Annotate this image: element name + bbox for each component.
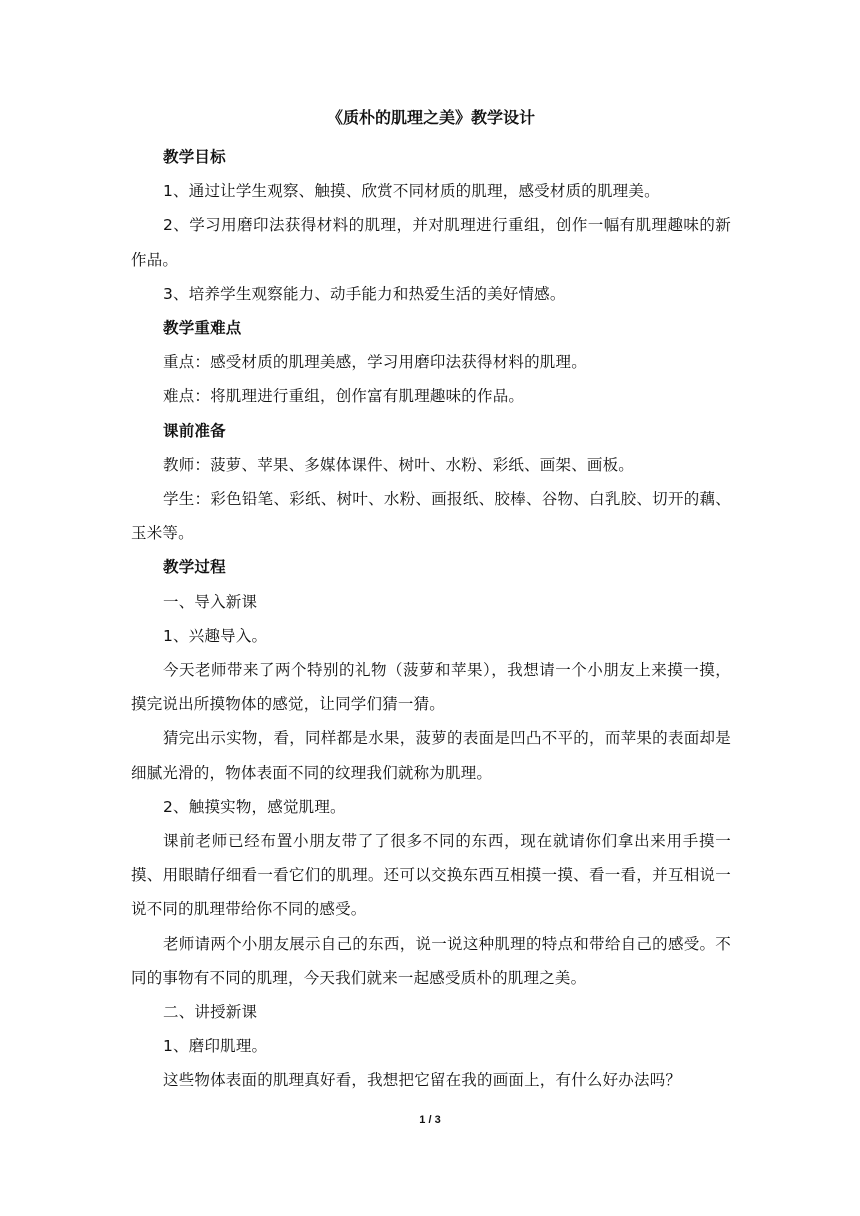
- paragraph: 二、讲授新课: [163, 1003, 258, 1022]
- paragraph: 这些物体表面的肌理真好看，我想把它留在我的画面上，有什么好办法吗？: [163, 1071, 682, 1090]
- paragraph: 2、学习用磨印法获得材料的肌理，并对肌理进行重组，创作一幅有肌理趣味的新作品。: [131, 216, 731, 269]
- paragraph: 1、通过让学生观察、触摸、欣赏不同材质的肌理，感受材质的肌理美。: [163, 182, 660, 201]
- paragraph: 老师请两个小朋友展示自己的东西，说一说这种肌理的特点和带给自己的感受。不同的事物有不同的肌理，今天我们就来一起感受质朴的肌理之美。: [131, 934, 731, 987]
- paragraph: 难点：将肌理进行重组，创作富有肌理趣味的作品。: [163, 387, 525, 406]
- paragraph: 猜完出示实物，看，同样都是水果，菠萝的表面是凹凸不平的，而苹果的表面却是细腻光滑的，物体表面不同的纹理我们就称为肌理。: [131, 729, 731, 782]
- paragraph: 一、导入新课: [163, 592, 258, 611]
- paragraph: 1、磨印肌理。: [163, 1037, 268, 1056]
- section-heading: 教学过程: [163, 558, 226, 577]
- paragraph: 重点：感受材质的肌理美感，学习用磨印法获得材料的肌理。: [163, 353, 587, 372]
- section-heading: 教学重难点: [163, 319, 242, 338]
- paragraph: 今天老师带来了两个特别的礼物（菠萝和苹果），我想请一个小朋友上来摸一摸，摸完说出所摸物体的感觉，让同学们猜一猜。: [131, 661, 731, 714]
- section-heading: 教学目标: [163, 148, 226, 166]
- document-title: 《质朴的肌理之美》教学设计: [326, 108, 535, 127]
- paragraph-list: [131, 140, 731, 1098]
- paragraph: 2、触摸实物，感觉肌理。: [163, 797, 346, 816]
- section-heading: 课前准备: [163, 421, 226, 440]
- paragraph: 1、兴趣导入。: [163, 626, 268, 645]
- paragraph: 3、培养学生观察能力、动手能力和热爱生活的美好情感。: [163, 284, 566, 303]
- paragraph: 课前老师已经布置小朋友带了了很多不同的东西，现在就请你们拿出来用手摸一摸、用眼睛仔细看一看它们的肌理。还可以交换东西互相摸一摸、看一看，并互相说一说不同的肌理带给你不同的感受。: [131, 832, 731, 919]
- paragraph: 学生：彩色铅笔、彩纸、树叶、水粉、画报纸、胶棒、谷物、白乳胶、切开的藕、玉米等。: [131, 490, 731, 543]
- document-body: [131, 108, 731, 1098]
- paragraph: 教师：菠萝、苹果、多媒体课件、树叶、水粉、彩纸、画架、画板。: [163, 455, 635, 474]
- page-number: 1 / 3: [419, 1114, 441, 1126]
